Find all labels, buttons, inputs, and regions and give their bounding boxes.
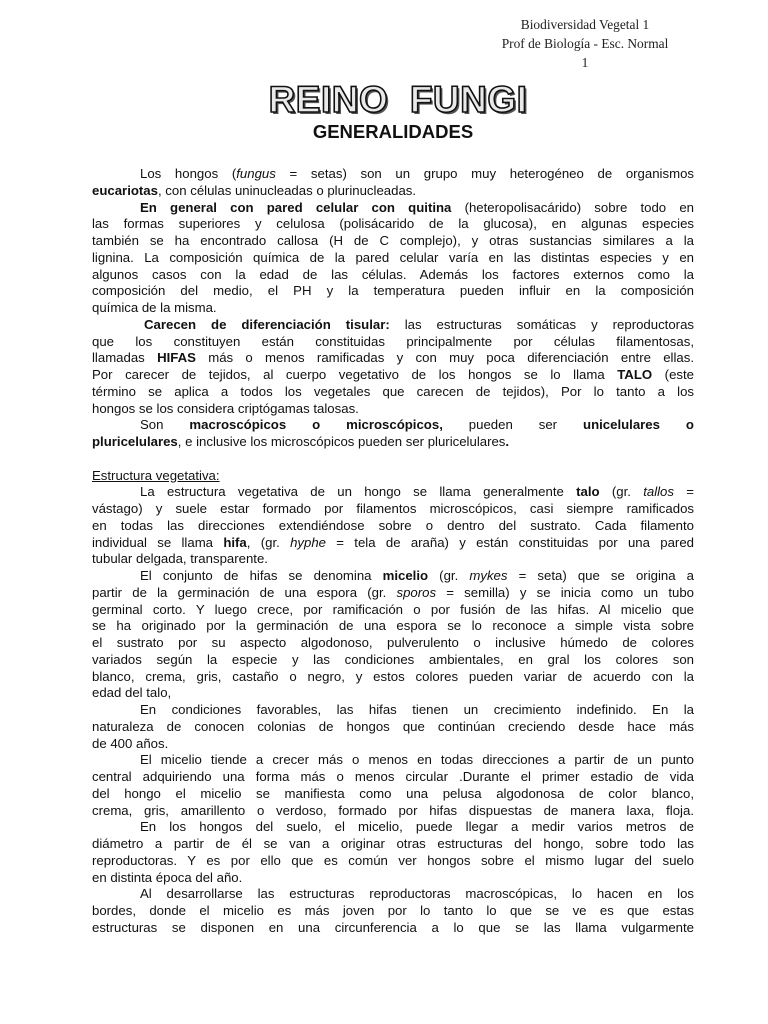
- text-line: el sustrato por su aspecto algodonoso, pulverulento o inclusive húmedo de colores: [92, 635, 694, 650]
- text-line: En general con pared celular con quitina (heteropolisacárido) sobre todo en: [140, 199, 694, 215]
- text-line: tubular delgada, transparente.: [92, 551, 268, 567]
- document-header: [475, 15, 695, 72]
- header-author: Prof de Biología - Esc. Normal: [501, 36, 669, 51]
- header-course: Biodiversidad Vegetal 1: [520, 17, 650, 32]
- text-line: también se ha encontrado callosa (H de C complejo), y otras sustancias similares a la: [92, 233, 694, 248]
- text-line: se ha originado por la germinación de una espora se lo reconoce a simple vista sobre: [92, 618, 694, 634]
- text-line: central adquiriendo una forma más o menos circular .Durante el primer estadio de vida: [92, 769, 694, 784]
- text-line: composición del medio, el PH y la temperatura pueden influir en la composición: [92, 283, 694, 299]
- text-line: en distinta época del año.: [92, 869, 243, 885]
- text-line: La estructura vegetativa de un hongo se llama generalmente talo (gr. tallos =: [140, 484, 694, 500]
- text-line: El micelio tiende a crecer más o menos en todas direcciones a partir de un punto: [140, 752, 694, 768]
- text-line: [92, 451, 694, 468]
- text-line: germinal corto. Y luego crece, por ramificación o por fusión de las hifas. Al micelio que: [92, 601, 694, 617]
- document-subtitle: GENERALIDADES: [312, 121, 474, 142]
- text-line: hongos se los considera criptógamas talosas.: [92, 400, 359, 416]
- text-line: El conjunto de hifas se denomina micelio (gr. mykes = seta) que se origina a: [140, 568, 694, 583]
- text-line: estructuras se disponen en una circunferencia a lo que se las llama vulgarmente: [92, 919, 694, 935]
- text-line: En condiciones favorables, las hifas tienen un crecimiento indefinido. En la: [140, 702, 694, 717]
- text-line: del hongo el micelio se manifiesta como una pelusa algodonosa de color blanco,: [92, 785, 694, 801]
- text-line: edad del talo,: [92, 685, 172, 701]
- text-line: variados según la especie y las condiciones ambientales, en gral los colores son: [92, 651, 694, 667]
- text-line: Por carecer de tejidos, al cuerpo vegetativo de los hongos se lo llama TALO (este: [92, 367, 695, 382]
- text-line: química de la misma.: [92, 300, 217, 315]
- section-heading: Estructura vegetativa:: [92, 467, 220, 483]
- text-line: las formas superiores y celulosa (polisácarido de la glucosa), en algunas especies: [92, 216, 694, 232]
- text-line: que los constituyen están constituidas principalmente por células filamentosas,: [92, 333, 694, 349]
- text-line: de 400 años.: [92, 735, 169, 751]
- text-line: Al desarrollarse las estructuras reproductoras macroscópicas, lo hacen en los: [140, 886, 694, 902]
- text-line: vástago) y suele estar formado por filamentos microscópicos, casi siempre ramificados: [92, 501, 694, 516]
- text-line: lignina. La composición química de la pared celular varía en las distintas especies y en: [92, 249, 694, 265]
- text-line: término se aplica a todos los vegetales que carecen de tejidos), Por lo tanto a los: [92, 383, 694, 399]
- text-line: diámetro a partir de él se van a originar otras estructuras del hongo, sobre todo las: [92, 836, 694, 851]
- text-line: blanco, crema, gris, castaño o negro, y estos colores pueden variar de acuerdo con la: [92, 668, 694, 684]
- text-line: pluricelulares, e inclusive los microscópicos pueden ser pluricelulares.: [92, 434, 510, 449]
- text-line: crema, gris, amarillento o verdoso, formado por hifas dispuestas de manera laxa, floja.: [92, 802, 694, 818]
- text-line: Carecen de diferenciación tisular: las estructuras somáticas y reproductoras: [144, 316, 694, 332]
- text-line: bordes, donde el micelio es más joven por lo tanto lo que se ve es que estas: [92, 903, 694, 918]
- text-line: en todas las direcciones extendiéndose sobre o dentro del sustrato. Cada filamento: [92, 517, 694, 533]
- text-line: En los hongos del suelo, el micelio, puede llegar a medir varios metros de: [140, 819, 694, 835]
- text-line: partir de la germinación de una espora (gr. sporos = semilla) y se inicia como un tubo: [92, 584, 694, 600]
- text-line: Son macroscópicos o microscópicos, pueden ser unicelulares o: [140, 417, 694, 433]
- text-line: naturaleza de conocen colonias de hongos que continúan creciendo desde hace más: [92, 718, 694, 734]
- text-line: algunos casos con la edad de las células. Además los factores externos como la: [92, 266, 694, 282]
- header-page-number: 1: [581, 55, 589, 70]
- text-line: reproductoras. Y es por ello que es común ver hongos sobre el mismo lugar del suelo: [92, 852, 694, 868]
- text-line: individual se llama hifa, (gr. hyphe = tela de araña) y están constituidas por una pared: [92, 534, 694, 550]
- text-line: eucariotas, con células uninucleadas o plurinucleadas.: [92, 182, 417, 198]
- text-line: llamadas HIFAS más o menos ramificadas y con muy poca diferenciación entre ellas.: [92, 350, 694, 366]
- document-body: [92, 166, 694, 937]
- document-title: REINO FUNGI: [268, 79, 528, 120]
- text-line: Los hongos (fungus = setas) son un grupo muy heterogéneo de organismos: [140, 166, 694, 181]
